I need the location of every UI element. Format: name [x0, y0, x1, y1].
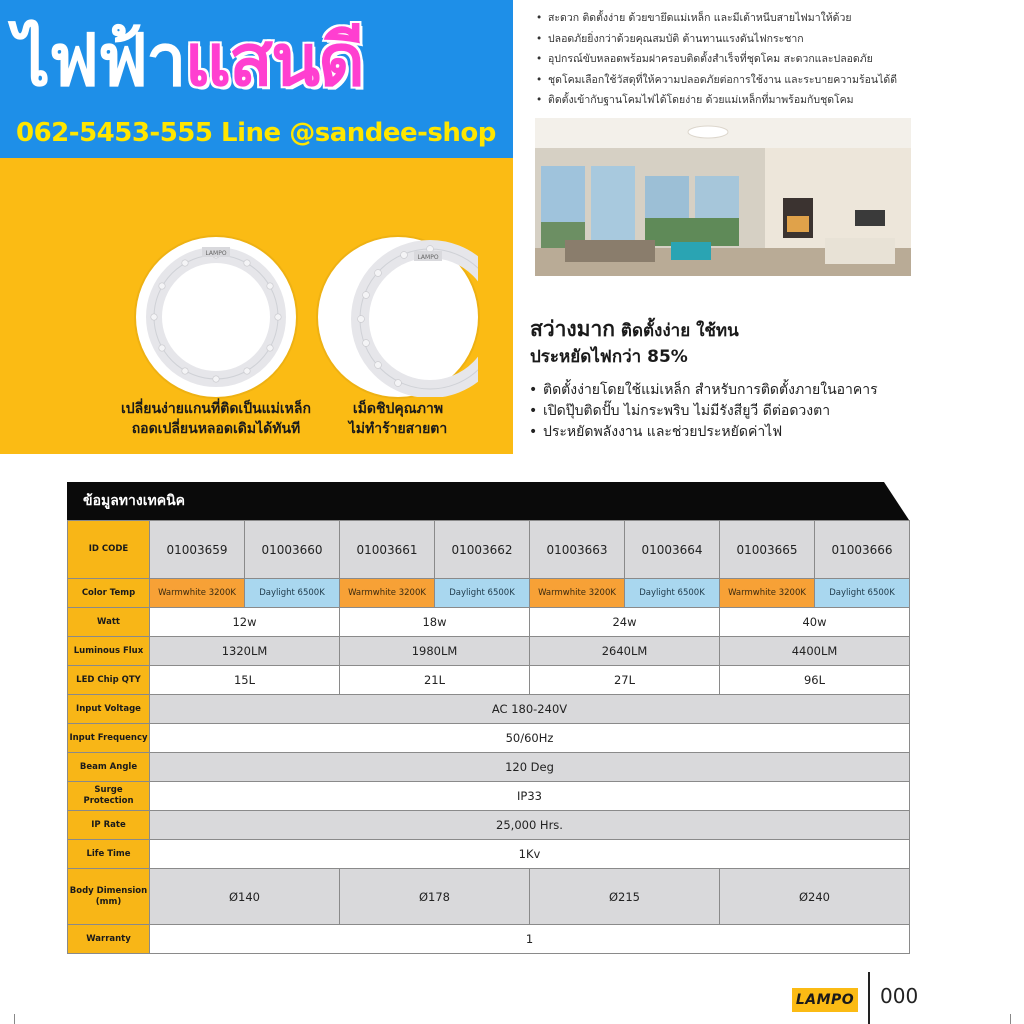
crop-mark-left: [14, 1014, 15, 1024]
feature-caption-line1: เปลี่ยนง่ายแกนที่ติดเป็นแม่เหล็ก: [121, 401, 311, 417]
ring-brand-right: LAMPO: [417, 254, 439, 261]
chip-cell: 21L: [340, 666, 530, 695]
table-row: [68, 782, 910, 811]
color-temp-warm: Warmwhite 3200K: [720, 579, 815, 608]
table-row: [68, 521, 910, 579]
lampo-logo: LAMPO: [792, 988, 858, 1012]
spec-table: [67, 520, 910, 954]
color-temp-day: Daylight 6500K: [625, 579, 720, 608]
led-ring-right-icon: [318, 237, 478, 397]
watt-cell: 18w: [340, 608, 530, 637]
feature-caption-line2: ถอดเปลี่ยนหลอดเดิมได้ทันที: [131, 421, 301, 437]
row-label: Color Temp: [68, 579, 150, 608]
banner: [0, 0, 513, 158]
body-dimension-cell: Ø140: [150, 869, 340, 925]
table-row: [68, 869, 910, 925]
list-item: • ประหยัดพลังงาน และช่วยประหยัดค่าไฟ: [527, 422, 878, 443]
list-item: • เปิดปุ๊บติดปั๊บ ไม่กระพริบ ไม่มีรังสียูวี ดีต่อดวงตา: [527, 401, 878, 422]
room-photo: [535, 118, 911, 276]
flux-cell: 1320LM: [150, 637, 340, 666]
id-code-cell: 01003663: [530, 521, 625, 579]
spec-table-header: [67, 482, 909, 520]
watt-cell: 12w: [150, 608, 340, 637]
feature-caption-line2: ไม่ทำร้ายสายตา: [348, 421, 448, 437]
table-row: [68, 579, 910, 608]
id-code-cell: 01003664: [625, 521, 720, 579]
warranty-cell: 1: [150, 925, 910, 954]
headline-rest: ติดตั้งง่าย ใช้ทน: [615, 321, 739, 341]
row-label: Input Frequency: [68, 724, 150, 753]
row-label: Warranty: [68, 925, 150, 954]
surge-cell: IP33: [150, 782, 910, 811]
feature-caption-chip: [318, 399, 478, 439]
chip-cell: 96L: [720, 666, 910, 695]
table-row: [68, 753, 910, 782]
row-label: Beam Angle: [68, 753, 150, 782]
list-item: • อุปกรณ์ขับหลอดพร้อมฝาครอบติดตั้งสำเร็จที่ชุดโคม สะดวกและปลอดภัย: [532, 49, 1012, 70]
list-item: • ชุดโคมเลือกใช้วัสดุที่ให้ความปลอดภัยต่อการใช้งาน และระบายความร้อนได้ดี: [532, 70, 1012, 91]
table-row: [68, 637, 910, 666]
product-panel: [0, 158, 513, 454]
feature-caption-line1: เม็ดชิปคุณภาพ: [352, 401, 444, 417]
table-row: [68, 666, 910, 695]
color-temp-warm: Warmwhite 3200K: [150, 579, 245, 608]
feature-caption-magnetic: [96, 399, 336, 439]
id-code-cell: 01003659: [150, 521, 245, 579]
brand-name-part2: แสนดี: [184, 18, 363, 102]
watt-cell: 24w: [530, 608, 720, 637]
watt-cell: 40w: [720, 608, 910, 637]
table-row: [68, 840, 910, 869]
flux-cell: 2640LM: [530, 637, 720, 666]
list-item: • สะดวก ติดตั้งง่าย ด้วยขายึดแม่เหล็ก และมีเต้าหนีบสายไฟมาให้ด้วย: [532, 8, 1012, 29]
headline: [530, 313, 739, 346]
brand-name: [14, 4, 363, 116]
ring-brand-left: LAMPO: [205, 250, 227, 257]
chip-cell: 27L: [530, 666, 720, 695]
life-time-cell: 1Kv: [150, 840, 910, 869]
top-bullet-list: [532, 8, 1012, 111]
voltage-cell: AC 180-240V: [150, 695, 910, 724]
id-code-cell: 01003666: [815, 521, 910, 579]
row-label: Life Time: [68, 840, 150, 869]
headline-sub: ประหยัดไฟกว่า 85%: [530, 347, 688, 367]
color-temp-day: Daylight 6500K: [245, 579, 340, 608]
color-temp-warm: Warmwhite 3200K: [530, 579, 625, 608]
id-code-cell: 01003665: [720, 521, 815, 579]
row-label: Input Voltage: [68, 695, 150, 724]
color-temp-warm: Warmwhite 3200K: [340, 579, 435, 608]
brand-name-part1: ไฟฟ้า: [14, 18, 185, 102]
page-number: 000: [880, 984, 919, 1008]
crop-mark-right: [1010, 1014, 1011, 1024]
table-row: [68, 608, 910, 637]
id-code-cell: 01003662: [435, 521, 530, 579]
row-label: ID CODE: [68, 521, 150, 579]
table-row: [68, 695, 910, 724]
footer-divider: [868, 972, 870, 1024]
benefit-bullet-list: [527, 380, 878, 443]
chip-ring-image: [318, 237, 478, 397]
row-label: Surge Protection: [68, 782, 150, 811]
list-item: • ปลอดภัยยิ่งกว่าด้วยคุณสมบัติ ต้านทานแรงดันไฟกระชาก: [532, 29, 1012, 50]
frequency-cell: 50/60Hz: [150, 724, 910, 753]
magnetic-ring-image: [136, 237, 296, 397]
flux-cell: 1980LM: [340, 637, 530, 666]
headline-bold: สว่างมาก: [530, 317, 616, 341]
id-code-cell: 01003661: [340, 521, 435, 579]
list-item: • ติดตั้งเข้ากับฐานโคมไฟได้โดยง่าย ด้วยแม่เหล็กที่มาพร้อมกับชุดโคม: [532, 90, 1012, 111]
list-item: • ติดตั้งง่ายโดยใช้แม่เหล็ก สำหรับการติดตั้งภายในอาคาร: [527, 380, 878, 401]
beam-cell: 120 Deg: [150, 753, 910, 782]
spec-table-title: ข้อมูลทางเทคนิค: [83, 493, 186, 509]
led-ring-left-icon: [136, 237, 296, 397]
contact-line: 062-5453-555 Line @sandee-shop: [16, 118, 496, 148]
spec-header-bar: [67, 482, 909, 520]
chip-cell: 15L: [150, 666, 340, 695]
row-label: Watt: [68, 608, 150, 637]
row-label: Luminous Flux: [68, 637, 150, 666]
row-label: LED Chip QTY: [68, 666, 150, 695]
ip-rate-cell: 25,000 Hrs.: [150, 811, 910, 840]
color-temp-day: Daylight 6500K: [815, 579, 910, 608]
flux-cell: 4400LM: [720, 637, 910, 666]
table-row: [68, 811, 910, 840]
color-temp-day: Daylight 6500K: [435, 579, 530, 608]
id-code-cell: 01003660: [245, 521, 340, 579]
body-dimension-cell: Ø215: [530, 869, 720, 925]
living-room-image: [535, 118, 911, 276]
body-dimension-cell: Ø178: [340, 869, 530, 925]
table-row: [68, 724, 910, 753]
table-row: [68, 925, 910, 954]
body-dimension-cell: Ø240: [720, 869, 910, 925]
row-label: Body Dimension (mm): [68, 869, 150, 925]
row-label: IP Rate: [68, 811, 150, 840]
